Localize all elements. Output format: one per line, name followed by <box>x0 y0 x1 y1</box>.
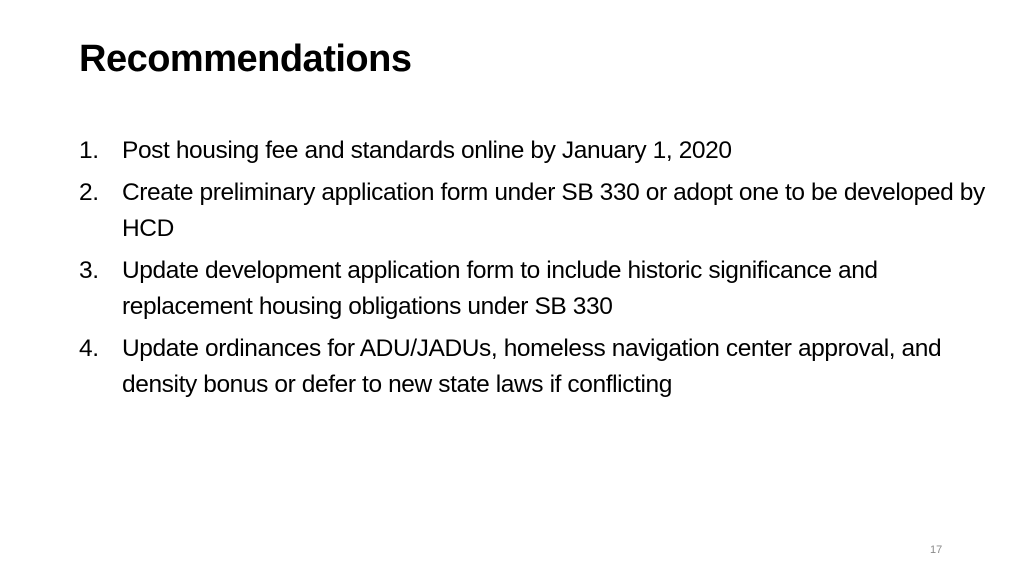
list-item <box>79 331 1014 403</box>
list-item <box>79 133 1014 169</box>
list-item-text: Update development application form to include historic significance and replacement housing obligations under SB 330 <box>122 257 878 320</box>
list-item-text: Post housing fee and standards online by January 1, 2020 <box>122 137 732 164</box>
page-number: 17 <box>930 544 943 556</box>
recommendations-list <box>79 133 1014 409</box>
list-item-text: Create preliminary application form under SB 330 or adopt one to be developed by HCD <box>122 179 985 242</box>
list-item <box>79 253 1014 325</box>
list-item-number: 1. <box>79 137 99 164</box>
slide-title: Recommendations <box>79 38 412 80</box>
list-item <box>79 175 1014 247</box>
list-item-number: 3. <box>79 257 99 284</box>
list-item-number: 4. <box>79 335 99 362</box>
list-item-text: Update ordinances for ADU/JADUs, homeless navigation center approval, and density bonus or defer to new state laws if conflicting <box>122 335 942 398</box>
list-item-number: 2. <box>79 179 99 206</box>
